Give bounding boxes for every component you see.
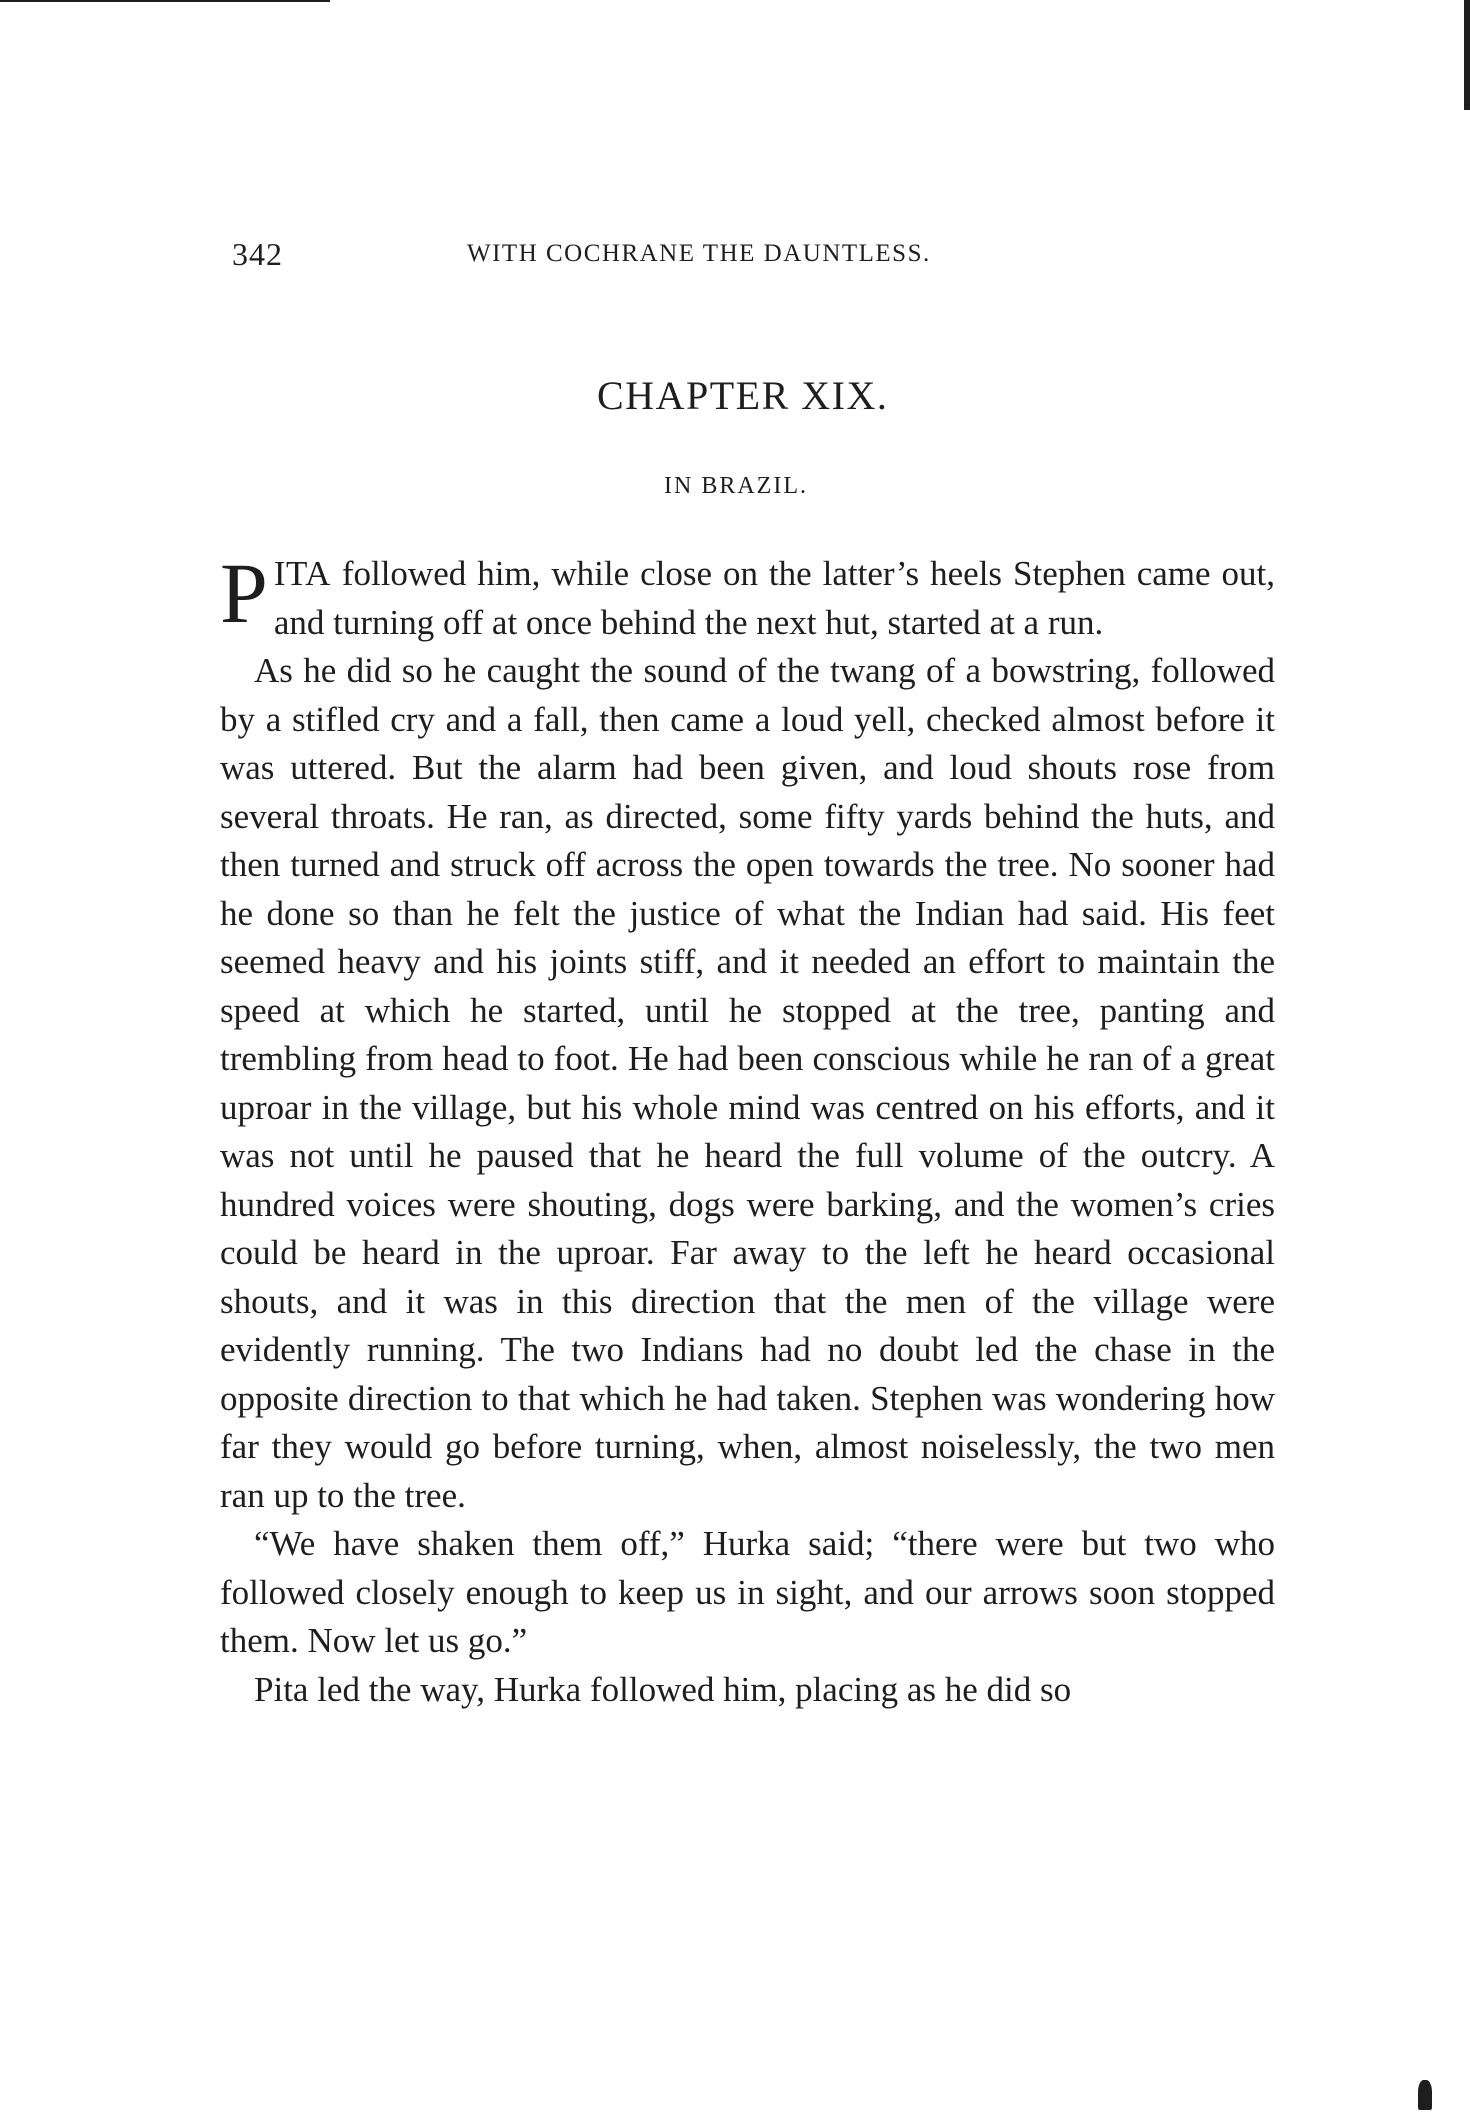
scan-corner-mark	[1418, 2080, 1432, 2110]
drop-cap: P	[220, 545, 268, 641]
paragraph-3: “We have shaken them off,” Hurka said; “there were but two who followed closely enough to keep us in sight, and our arrows soon stopped them. Now let us go.”	[220, 1524, 1275, 1660]
scan-edge-shadow	[1464, 0, 1470, 110]
scan-edge-rule	[0, 0, 330, 2]
page-number: 342	[232, 236, 283, 272]
paragraph-2: As he did so he caught the sound of the twang of a bowstring, followed by a stifled cry and a fall, then came a loud yell, checked almost before it was uttered. But the alarm had been given, and loud shouts rose from several throats. He ran, as directed, some fifty yards behind the huts, and then turned and struck off across the open towards the tree. No sooner had he done so than he felt the justice of what the Indian had said. His feet seemed heavy and his joints stiff, and it needed an effort to maintain the speed at which he started, until he stopped at the tree, panting and trembling from head to foot. He had been conscious while he ran of a great uproar in the village, but his whole mind was centred on his efforts, and it was not until he paused that he heard the full volume of the outcry. A hundred voices were shouting, dogs were barking, and the women’s cries could be heard in the uproar. Far away to the left he heard occasional shouts, and it was in this direction that the men of the village were evidently running. The two Indians had no doubt led the chase in the opposite direction to that which he had taken. Stephen was wondering how far they would go before turning, when, almost noiselessly, the two men ran up to the tree.	[220, 651, 1275, 1515]
paragraph-1	[220, 545, 1275, 647]
paragraph-1-text: followed him, while close on the latter’s heels Stephen came out, and turning off at once behind the next hut, started at a run.	[273, 554, 1275, 642]
running-title: WITH COCHRANE THE DAUNTLESS.	[467, 240, 931, 267]
running-head	[232, 236, 1282, 276]
body-text	[220, 545, 1275, 1714]
chapter-title: CHAPTER XIX.	[597, 373, 889, 418]
paragraph-4: Pita led the way, Hurka followed him, placing as he did so	[254, 1669, 1072, 1709]
chapter-subtitle: IN BRAZIL.	[664, 473, 808, 499]
opening-small-caps: ITA	[273, 554, 331, 593]
